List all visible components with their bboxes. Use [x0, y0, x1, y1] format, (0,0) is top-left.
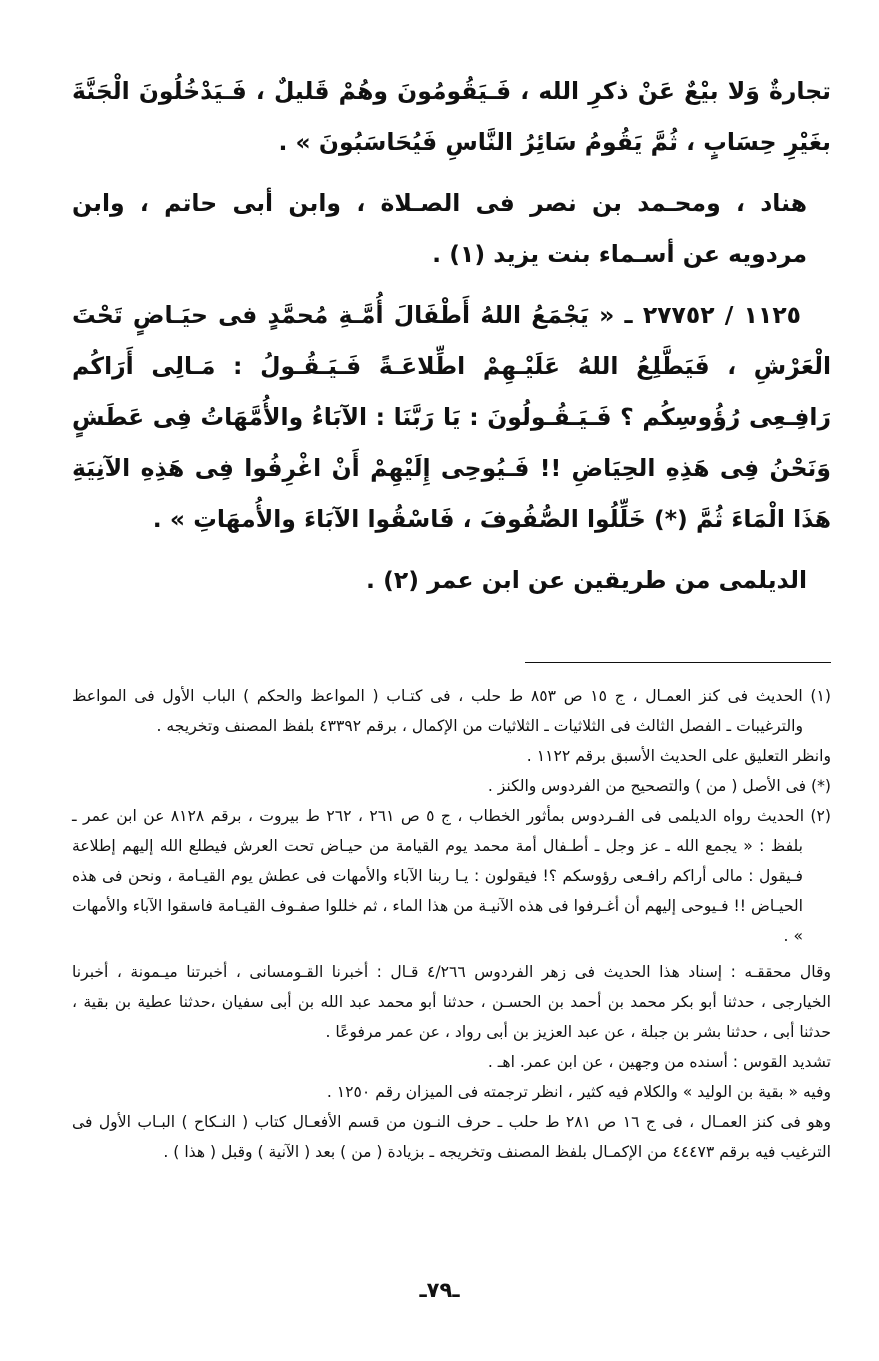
footnote-2-isnad: وقال محققـه : إسناد هذا الحديث فى زهر الفردوس ٤/٢٦٦ قـال : أخبرنا القـومسانى ، أخبرتنا ميـمونة ، أخبرنا الخيارجى ، حدثنا أبو بكر محمد بن أحمد بن الحسـن ، حدثنا أبو محمد عبد الله بن أبى سفيان ،حدثنا عطية بن بقية ، حدثنا أبى ، حدثنا بشر بن جبلة ، عن عبد العزيز بن أبى رواد ، عن عمر مرفوعًا .	[72, 963, 831, 1041]
footnote-star: (*) فى الأصل ( من ) والتصحيح من الفردوس والكنز .	[487, 777, 831, 795]
footnote-2-kanz: وهو فى كنز العمـال ، فى ج ١٦ ص ٢٨١ ط حلب ـ حرف النـون من قسم الأفعـال كتاب ( النـكاح ) البـاب الأول فى الترغيب فيه برقم ٤٤٤٧٣ من الإكمـال بلفظ المصنف وتخريجه ـ بزيادة ( من ) بعد ( الآنية ) وقبل ( هذا ) .	[72, 1113, 832, 1161]
main-text	[72, 66, 831, 606]
hadith-1125: ١١٢٥ / ٢٧٧٥٢ ـ « يَجْمَعُ اللهُ أَطْفَالَ أُمَّـةِ مُحمَّدٍ فى حيَـاضٍ تَحْتَ الْعَرْشِ ، فَيَطَّلِعُ اللهُ عَلَيْـهِمْ اطِّلاعَـةً فَـيَـقُـولُ : مَـالِى أَرَاكُم رَافِـعِى رُؤُوسِكُم ؟ فَـيَـقُـولُونَ : يَا رَبَّنَا : الآبَاءُ والأُمَّهَاتُ فِى عَطَشٍ وَنَحْنُ فِى هَذِهِ الحِيَاضِ !! فَـيُوحِى إِلَيْهِمْ أَنْ اغْرِفُوا فِى هَذِهِ الآنِيَةِ هَذَا الْمَاءَ ثُمَّ (*) خَلِّلُوا الصُّفُوفَ ، فَاسْقُوا الآبَاءَ والأُمهَاتِ » .	[72, 301, 831, 533]
hadith-continuation: تجارةٌ وَلا بيْعٌ عَنْ ذكرِ الله ، فَـيَقُومُونَ وهُمْ قَليلٌ ، فَـيَدْخُلُونَ الْجَنَّةَ بغَيْرِ حِسَابٍ ، ثُمَّ يَقُومُ سَائِرُ النَّاسِ فَيُحَاسَبُونَ » .	[72, 77, 831, 156]
hadith-1125-source: الديلمى من طريقين عن ابن عمر (٢) .	[365, 566, 807, 594]
hadith-source: هناد ، ومحـمد بن نصر فى الصـلاة ، وابن أبى حاتم ، وابن مردويه عن أسـماء بنت يزيد (١) .	[72, 189, 807, 268]
footnote-1-note: وانظر التعليق على الحديث الأسبق برقم ١١٢٢ .	[526, 747, 831, 765]
page-body	[72, 66, 831, 1167]
footnote-1: (١) الحديث فى كنز العمـال ، ج ١٥ ص ٨٥٣ ط حلب ، فى كتـاب ( المواعظ والحكم ) الباب الأول فى المواعظ والترغيبات ـ الفصل الثالث فى الثلاثيات ـ الثلاثيات من الإكمال ، برقم ٤٣٣٩٢ بلفظ المصنف وتخريجه .	[72, 687, 831, 735]
footnote-2-baqiyya: وفيه « بقية بن الوليد » والكلام فيه كثير ، انظر ترجمته فى الميزان رقم ١٢٥٠ .	[326, 1083, 831, 1101]
footnote-2-tashdid: تشديد القوس : أسنده من وجهين ، عن ابن عمر. اهـ .	[487, 1053, 831, 1071]
page-number: ـ٧٩ـ	[419, 1278, 460, 1302]
footnote-2: (٢) الحديث رواه الديلمى فى الفـردوس بمأثور الخطاب ، ج ٥ ص ٢٦١ ، ٢٦٢ ط بيروت ، برقم ٨١٢٨ عن ابن عمر ـ بلفظ : « يجمع الله ـ عز وجل ـ أطـفال أمة محمد يوم القيامة من حيـاض تحت العرش فيطلع الله إليهم إطلاعة فـيقول : مالى أراكم رافـعى رؤوسكم ؟! فيقولون : يـا ربنا الآباء والأمهات فى عطش يوم القيـامة ، ونحن فى هذه الحيـاض !! فـيوحى إليهم أن أغـرفوا فى هذه الآنيـة من هذا الماء ، ثم خللوا صفـوف القيـامة فاسقوا الآباء والأمهات » .	[72, 807, 831, 945]
footnote-divider	[525, 662, 831, 663]
footnotes	[72, 681, 831, 1167]
